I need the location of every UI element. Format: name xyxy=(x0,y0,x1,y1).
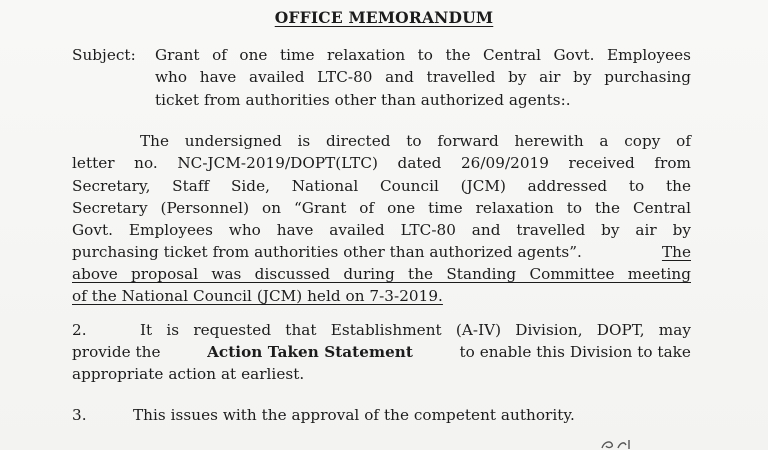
para1-line-3: Secretary, Staff Side, National Council (JCM) addressed to the xyxy=(72,177,691,195)
para2-line-3: appropriate action at earliest. xyxy=(72,365,305,383)
para2-line-2 xyxy=(72,342,691,362)
para1-line-2: letter no. NC-JCM-2019/DOPT(LTC) dated 26/09/2019 received from xyxy=(72,154,691,172)
para2-line-1: It is requested that Establishment (A-IV) Division, DOPT, may xyxy=(140,321,691,339)
para1-line-1: The undersigned is directed to forward herewith a copy of xyxy=(140,132,691,150)
para1-line-8-underlined: of the National Council (JCM) held on 7-3-2019. xyxy=(72,287,443,305)
para2-number: 2. xyxy=(72,321,87,339)
para3-number: 3. xyxy=(72,406,87,424)
para3-line-1: This issues with the approval of the competent authority. xyxy=(133,406,575,424)
para1-line-6 xyxy=(72,242,691,262)
para1-line-6-underlined: The xyxy=(661,243,691,261)
subject-line-3: ticket from authorities other than authorized agents:. xyxy=(155,91,571,109)
subject-label: Subject: xyxy=(72,46,136,64)
para2-line-2-end: to enable this Division to take xyxy=(459,343,691,361)
para2-line-2-start: provide the xyxy=(72,343,161,361)
subject-line-2: who have availed LTC-80 and travelled by air by purchasing xyxy=(155,68,691,86)
para1-line-6-text: purchasing ticket from authorities other than authorized agents”. xyxy=(72,243,582,261)
para1-line-7-underlined: above proposal was discussed during the Standing Committee meeting xyxy=(72,265,691,283)
para1-line-5: Govt. Employees who have availed LTC-80 and travelled by air by xyxy=(72,221,691,239)
subject-line-1: Grant of one time relaxation to the Central Govt. Employees xyxy=(155,46,691,64)
memo-title: OFFICE MEMORANDUM xyxy=(274,8,494,27)
para1-line-4: Secretary (Personnel) on “Grant of one time relaxation to the Central xyxy=(72,199,691,217)
handwritten-mark xyxy=(598,436,638,450)
action-taken-statement: Action Taken Statement xyxy=(207,343,413,361)
